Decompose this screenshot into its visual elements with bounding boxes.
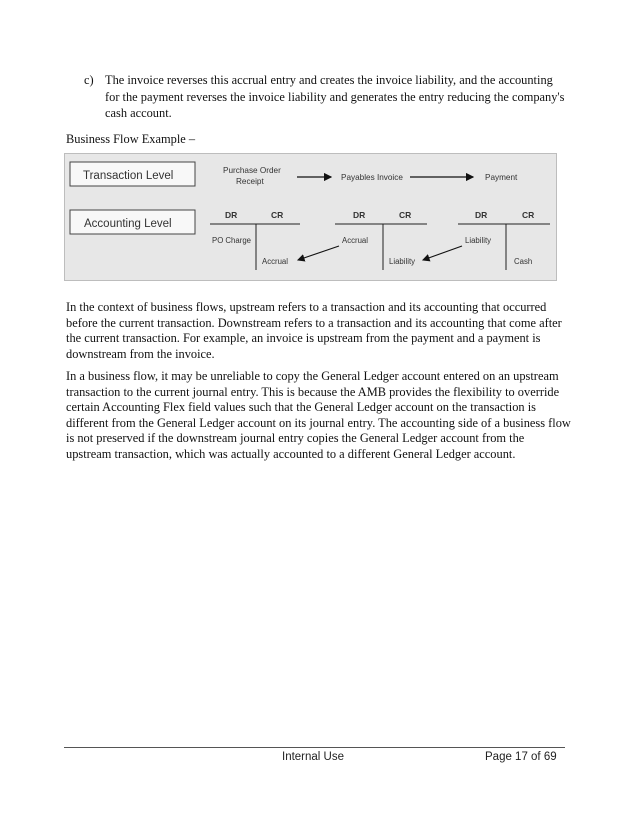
t3-cash: Cash	[514, 257, 533, 266]
t3-dr: DR	[475, 210, 488, 220]
section-heading: Business Flow Example –	[66, 132, 196, 146]
transaction-level-label: Transaction Level	[83, 170, 174, 182]
diagram-canvas	[65, 154, 558, 282]
t1-dr: DR	[225, 210, 238, 220]
t1-accrual: Accrual	[262, 257, 288, 266]
t2-accrual: Accrual	[342, 236, 368, 245]
paragraph-business-flow: In a business flow, it may be unreliable to copy the General Ledger account entered on an upstream transaction to the current journal entry. This is because the AMB provides the flexibility to override certain Accounting Flex field values such that the General Ledger account on the transaction is different from the General Ledger account on its journal entry. The accounting side of a business flow is not preserved if the downstream journal entry copies the General Ledger account from the upstream transaction, which was actually accounted to a different General Ledger account.	[66, 369, 571, 461]
payment-label: Payment	[485, 173, 518, 182]
business-flow-diagram	[64, 153, 557, 281]
t3-liability: Liability	[465, 236, 492, 245]
payables-invoice-label: Payables Invoice	[341, 173, 403, 182]
po-label-line1: Purchase Order	[223, 166, 281, 175]
t1-cr: CR	[271, 210, 284, 220]
arrow-accrual-reversal	[298, 246, 339, 260]
footer-classification: Internal Use	[282, 751, 345, 763]
list-marker: c)	[84, 73, 94, 87]
po-label-line2: Receipt	[236, 177, 264, 186]
footer-page-number: Page 17 of 69	[485, 751, 557, 763]
footer-divider	[64, 747, 565, 748]
t1-po-charge: PO Charge	[212, 236, 252, 245]
t2-dr: DR	[353, 210, 366, 220]
list-item-text: The invoice reverses this accrual entry and creates the invoice liability, and the accounting for the payment reverses the invoice liability and generates the entry reducing the company's cash account.	[105, 73, 565, 120]
t2-liability: Liability	[389, 257, 416, 266]
t2-cr: CR	[399, 210, 412, 220]
accounting-level-label: Accounting Level	[84, 218, 172, 230]
paragraph-upstream-downstream: In the context of business flows, upstream refers to a transaction and its accounting that occurred before the current transaction. Downstream refers to a transaction and its accounting that come after the current transaction. For example, an invoice is upstream from the payment and a payment is downstream from the invoice.	[66, 300, 562, 361]
t3-cr: CR	[522, 210, 535, 220]
arrow-liability-reversal	[423, 246, 462, 260]
